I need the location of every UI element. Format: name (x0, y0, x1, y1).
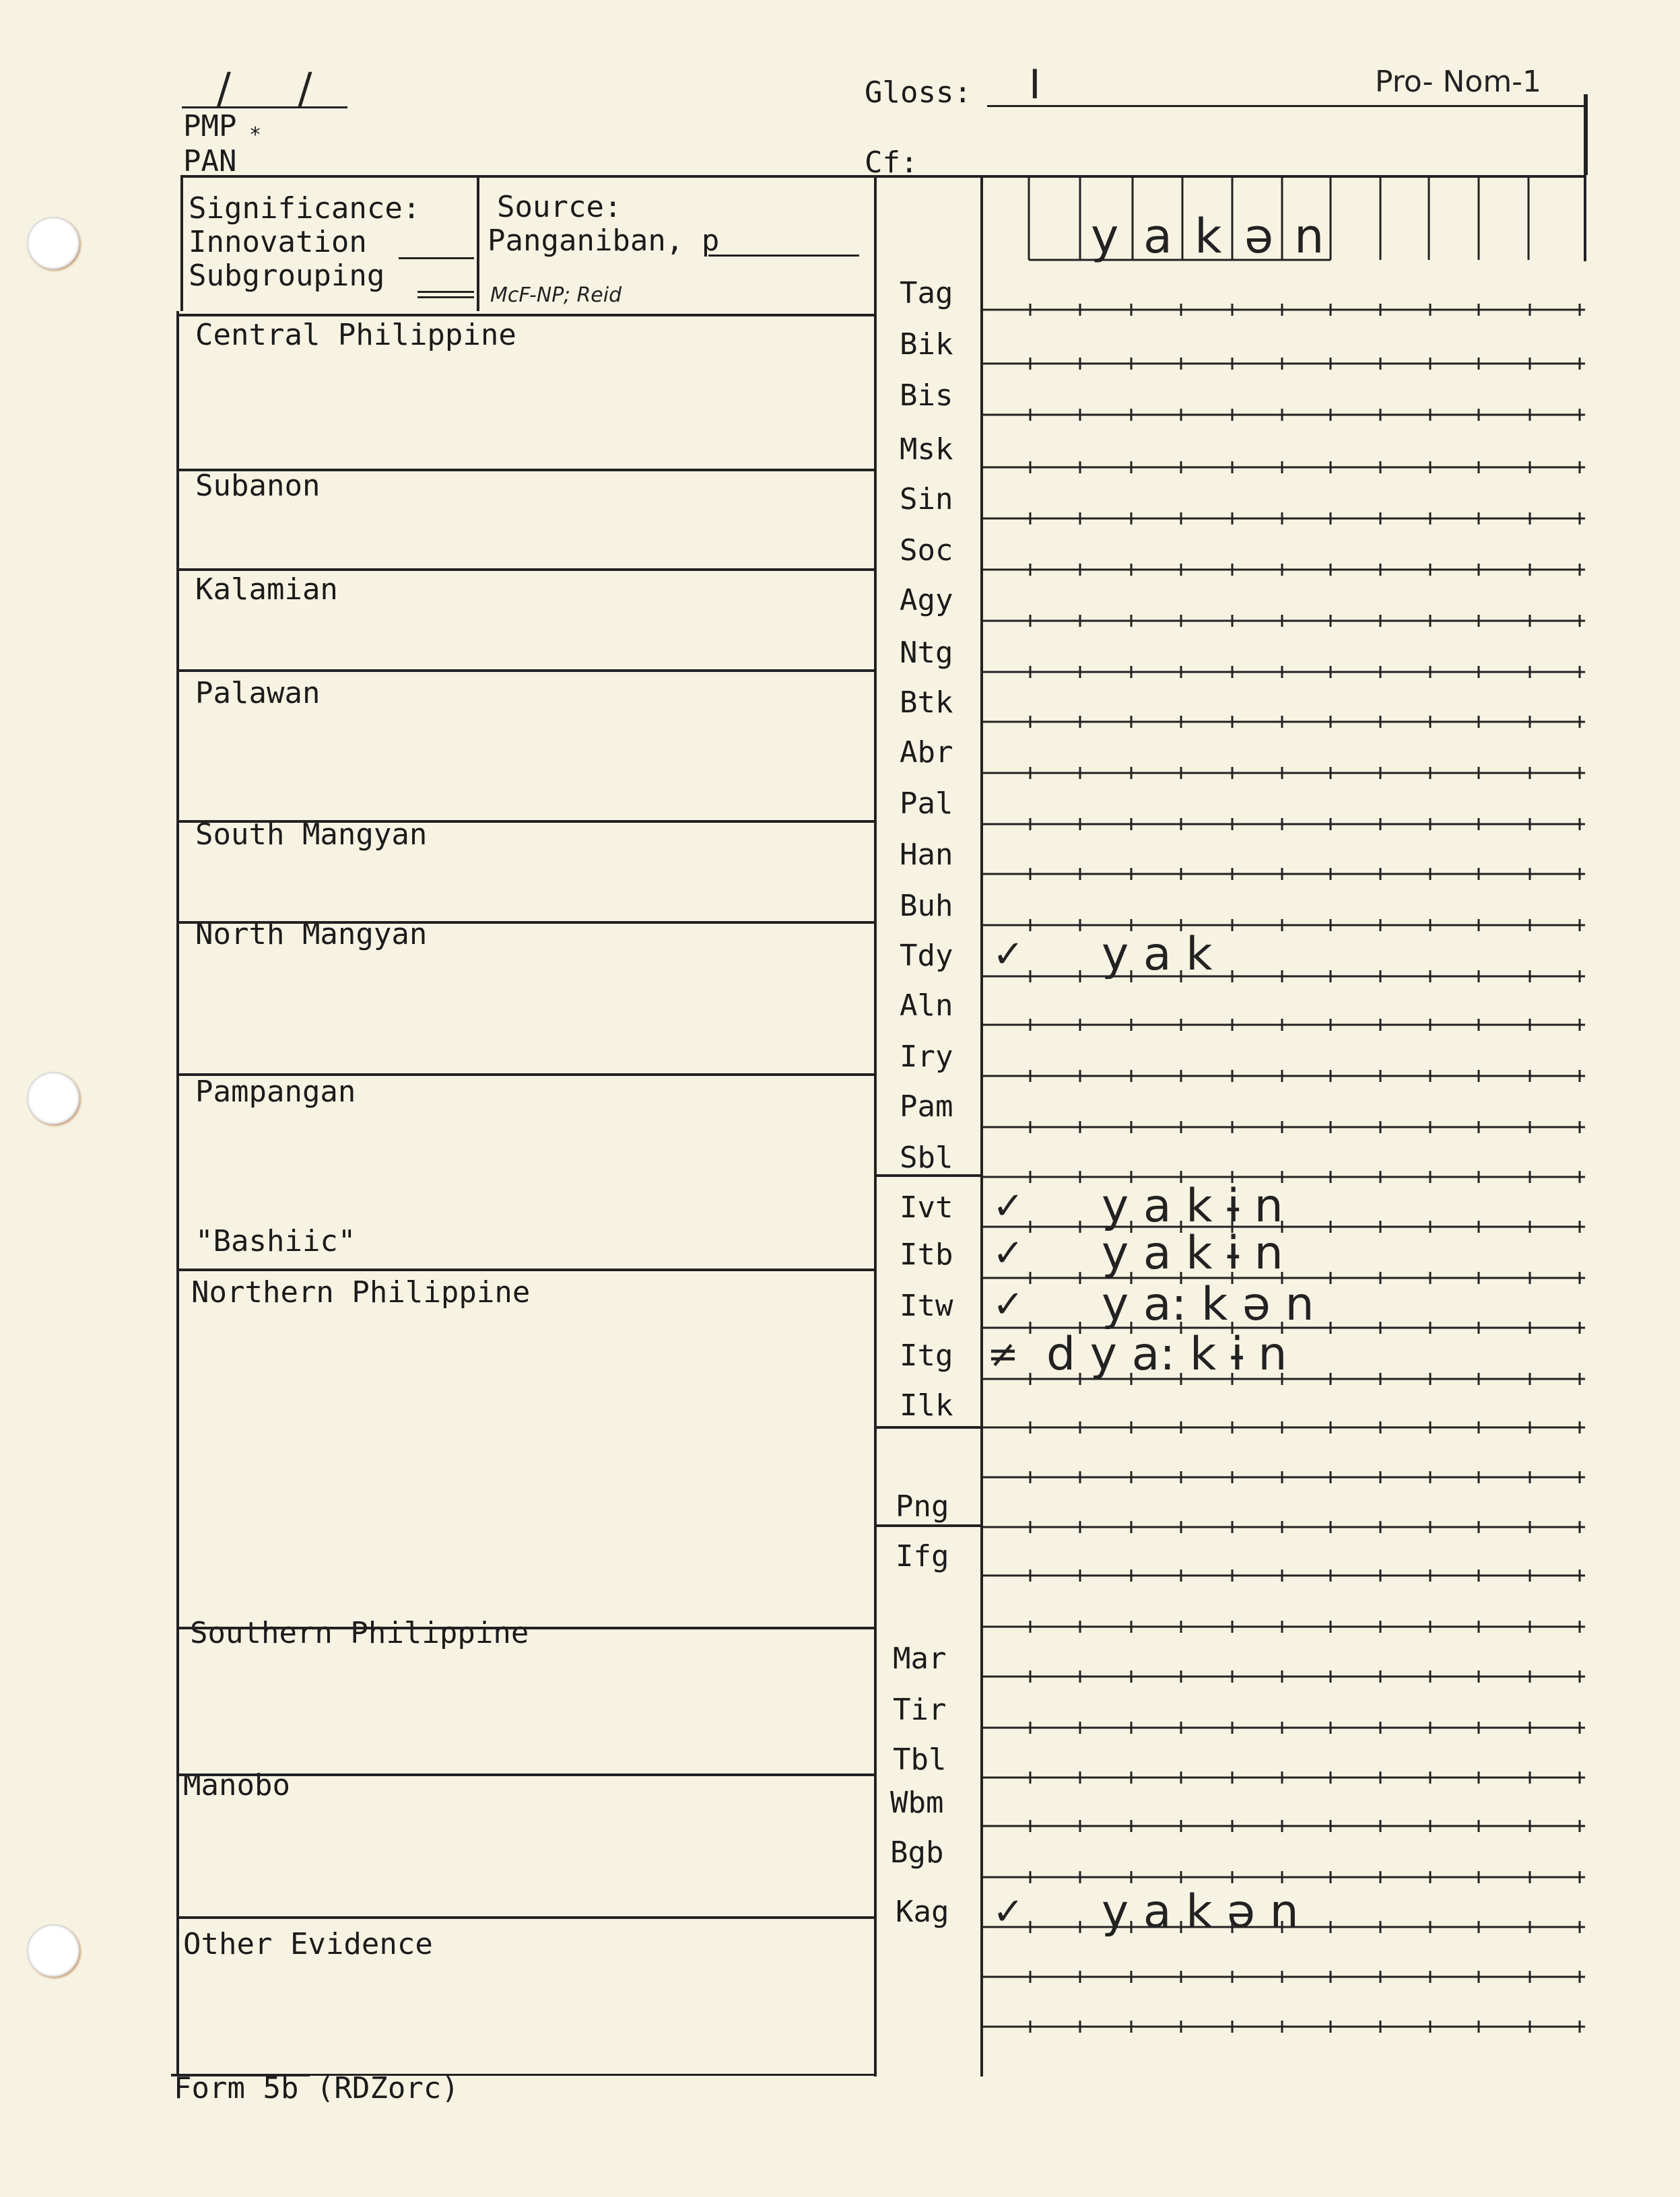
lang-code: Pam (900, 1089, 953, 1124)
lang-code: Itw (900, 1289, 953, 1323)
cognate-mark: ✓ (993, 1184, 1024, 1228)
group-north-mangyan: North Mangyan (195, 917, 428, 951)
lang-code: Pal (900, 786, 953, 821)
group-kalamian: Kalamian (195, 572, 338, 607)
cognate-form: y a k ɨ n (1102, 1227, 1283, 1280)
lang-code: Bis (900, 378, 953, 413)
group-manobo: Manobo (183, 1768, 290, 1802)
lang-code: Sbl (900, 1141, 953, 1175)
group-south-mangyan: South Mangyan (195, 817, 428, 852)
date-marks: / / (217, 63, 339, 112)
cognate-form: d y a: k ɨ n (1046, 1328, 1287, 1381)
pmp-label: PMP (183, 109, 237, 143)
lang-code: Sin (900, 482, 953, 516)
pmp-asterisk: * (249, 123, 262, 147)
reconstruction-letter: a (1143, 209, 1172, 264)
lang-code: Ivt (900, 1190, 953, 1225)
lang-code: Bik (900, 327, 953, 362)
cognate-form: y a k (1102, 928, 1213, 981)
significance-label: Significance: (189, 191, 421, 226)
form-label: Form 5b (RDZorc) (174, 2071, 459, 2105)
gloss-value: I (1029, 61, 1041, 108)
group-northern-philippine: Northern Philippine (191, 1275, 531, 1310)
cognate-form: y a: k ə n (1102, 1278, 1314, 1331)
lang-code: Wbm (890, 1786, 944, 1820)
lang-code: Tag (900, 276, 953, 310)
lang-code: Ifg (896, 1539, 949, 1574)
lang-code: Tir (893, 1693, 947, 1727)
subgrouping-label: Subgrouping (189, 259, 385, 293)
source-note: McF-NP; Reid (490, 283, 622, 307)
reconstruction-letter: ə (1244, 209, 1274, 264)
reconstruction-letter: y (1091, 209, 1119, 264)
reconstruction-letter: n (1294, 209, 1324, 264)
cognate-mark: ✓ (993, 1231, 1024, 1275)
lang-code: Mar (893, 1642, 947, 1676)
group-palawan: Palawan (195, 676, 321, 710)
source-label: Source: (497, 190, 622, 224)
gloss-label: Gloss: (865, 75, 972, 110)
group-other-evidence: Other Evidence (183, 1927, 433, 1961)
lang-code: Itb (900, 1238, 953, 1272)
cognate-mark: ✓ (993, 1283, 1024, 1326)
group-bashiic: "Bashiic" (195, 1224, 356, 1258)
group-pampangan: Pampangan (195, 1075, 356, 1109)
lang-code: Iry (900, 1040, 953, 1074)
lang-code: Aln (900, 988, 953, 1023)
lang-code: Itg (900, 1339, 953, 1373)
cognate-form: y a k ə n (1102, 1885, 1299, 1938)
lang-code: Tdy (900, 939, 953, 973)
reference-code: Pro- Nom-1 (1375, 65, 1542, 99)
cognate-form: y a k ɨ n (1102, 1180, 1283, 1233)
group-southern-philippine: Southern Philippine (190, 1616, 529, 1650)
lang-code: Soc (900, 533, 953, 568)
lang-code: Kag (896, 1895, 949, 1929)
noncognate-mark: ≠ (987, 1332, 1019, 1376)
reconstruction-letter: k (1195, 209, 1222, 264)
lang-code: Han (900, 838, 953, 872)
innovation-label: Innovation (189, 225, 367, 259)
lang-code: Btk (900, 685, 953, 720)
group-subanon: Subanon (195, 469, 321, 503)
cognate-mark: ✓ (993, 933, 1024, 976)
group-central-philippine: Central Philippine (195, 318, 516, 352)
lang-code: Tbl (893, 1743, 947, 1777)
lang-code: Msk (900, 432, 953, 467)
lang-code: Abr (900, 735, 953, 770)
cf-label: Cf: (865, 145, 918, 180)
cognate-mark: ✓ (993, 1890, 1024, 1934)
pan-label: PAN (183, 144, 237, 178)
lang-code: Agy (900, 583, 953, 617)
lang-code: Buh (900, 889, 953, 923)
source-value: Panganiban, p (488, 224, 720, 258)
lang-code: Ntg (900, 636, 953, 670)
lang-code: Bgb (890, 1835, 944, 1870)
lang-code: Ilk (900, 1388, 953, 1423)
lang-code: Png (896, 1489, 949, 1524)
